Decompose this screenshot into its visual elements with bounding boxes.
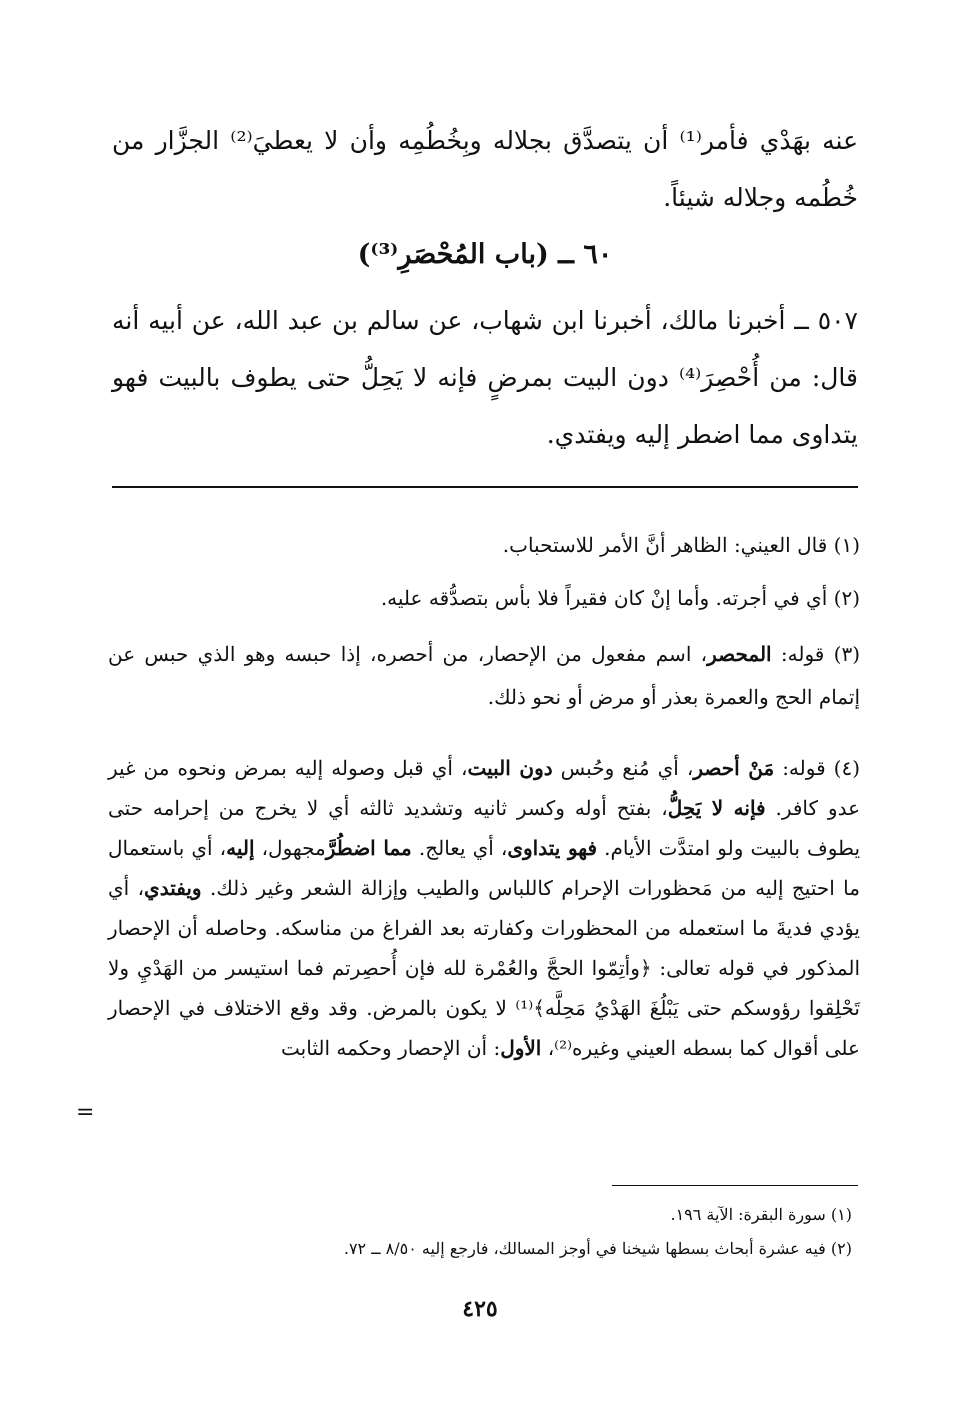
footnote-2: (٢) أي في أجرته. وأما إنْ كان فقيراً فلا بأس بتصدُّقه عليه.: [380, 586, 860, 610]
fn4-lead: (٤) قوله:: [774, 756, 861, 780]
hadith-text: أخبرنا مالك، أخبرنا ابن شهاب، عن سالم بن عبد الله، عن أبيه أنه قال: من أُحْصِرَ⁽⁴⁾ دون البيت بمرضٍ فإنه لا يَحِلُّ حتى يطوف بالبيت فهو يتداوى مما اضطر إليه ويفتدي.: [112, 306, 858, 449]
fn4-term-4: فهو يتداوى: [507, 836, 598, 860]
hadith-paragraph: [112, 292, 858, 463]
footnote-3-lead: (٣) قوله:: [771, 642, 860, 666]
fn4-text-4: ، أي يعالج.: [411, 836, 508, 860]
fn4-term-1: مَنْ أحصر: [693, 756, 775, 780]
fn4-text-6: ، أي باستعمال ما احتيج إليه من مَحظورات الإحرام كاللباس والطيب وإزالة الشعر وغير ذلك.: [108, 836, 860, 900]
page-number: ٤٢٥: [462, 1296, 498, 1322]
subnote-1: (١) سورة البقرة: الآية ١٩٦.: [670, 1205, 852, 1224]
fn4-term-5: مما اضطُرَّ: [325, 836, 412, 860]
subnote-divider: [612, 1185, 858, 1186]
footnote-3-body: ، اسم مفعول من الإحصار، من أحصره، إذا حبسه وهو الذي حبس عن إتمام الحج والعمرة بعذر أو مرض أو نحو ذلك.: [108, 642, 860, 709]
fn4-text-7: ، أي يؤدي فديةَ ما استعمله من المحظورات وكفارته بعد الفراغ من مناسكه. وحاصله أن الإحصار المذكور في قوله تعالى: ﴿وأتِمّوا الحجَّ والعُمْرة لله فإن أُحصِرتم فما استيسر من الهَدْيِ ولا تَحْلِقوا رؤوسكم حتى يَبْلُغَ الهَدْيُ مَحِلَّه﴾⁽¹⁾ لا يكون بالمرض. وقد وقع الاختلاف في الإحصار على أقوال كما بسطه العيني وغيره⁽²⁾،: [108, 876, 860, 1060]
top-paragraph: عنه بهَدْي فأمر⁽¹⁾ أن يتصدَّق بجلاله وبِخُطُمِه وأن لا يعطيَ⁽²⁾ الجزَّار من خُطُمه وجلاله شيئاً.: [112, 126, 858, 212]
fn4-text-8: : أن الإحصار وحكمه الثابت: [281, 1036, 501, 1060]
fn4-text-2: ، أي قبل وصوله إليه بمرض ونحوه من غير عدو كافر.: [108, 756, 860, 820]
subnote-2: (٢) فيه عشرة أبحاث بسطها شيخنا في أوجز المسالك، فارجع إليه ٨/٥٠ ــ ٧٢.: [343, 1239, 852, 1258]
fn4-term-3: فإنه لا يَحِلُّ: [667, 796, 766, 820]
footnote-divider: [112, 486, 858, 488]
footnote-4: [108, 748, 860, 1068]
chapter-heading: ٦٠ ــ (باب المُحْصَرِ⁽³⁾): [357, 239, 613, 270]
continuation-mark: =: [76, 1100, 95, 1125]
fn4-term-6: إليه: [226, 836, 255, 860]
footnote-3-term: المحصر: [707, 642, 772, 666]
hadith-number: ٥٠٧ ــ: [794, 306, 858, 335]
fn4-text-5: مجهول،: [254, 836, 326, 860]
fn4-term-7: ويفتدي: [144, 876, 202, 900]
footnote-3: [108, 633, 860, 719]
fn4-term-8: الأول: [500, 1036, 542, 1060]
fn4-text-1: ، أي مُنع وحُبس: [552, 756, 694, 780]
footnote-1: (١) قال العيني: الظاهر أنَّ الأمر للاستحباب.: [502, 533, 860, 557]
fn4-text-3: ، بفتح أوله وكسر ثانيه وتشديد ثالثه أي لا يخرج من إحرامه حتى يطوف بالبيت ولو امتدَّت الأيام.: [108, 796, 861, 860]
fn4-term-2: دون البيت: [467, 756, 553, 780]
